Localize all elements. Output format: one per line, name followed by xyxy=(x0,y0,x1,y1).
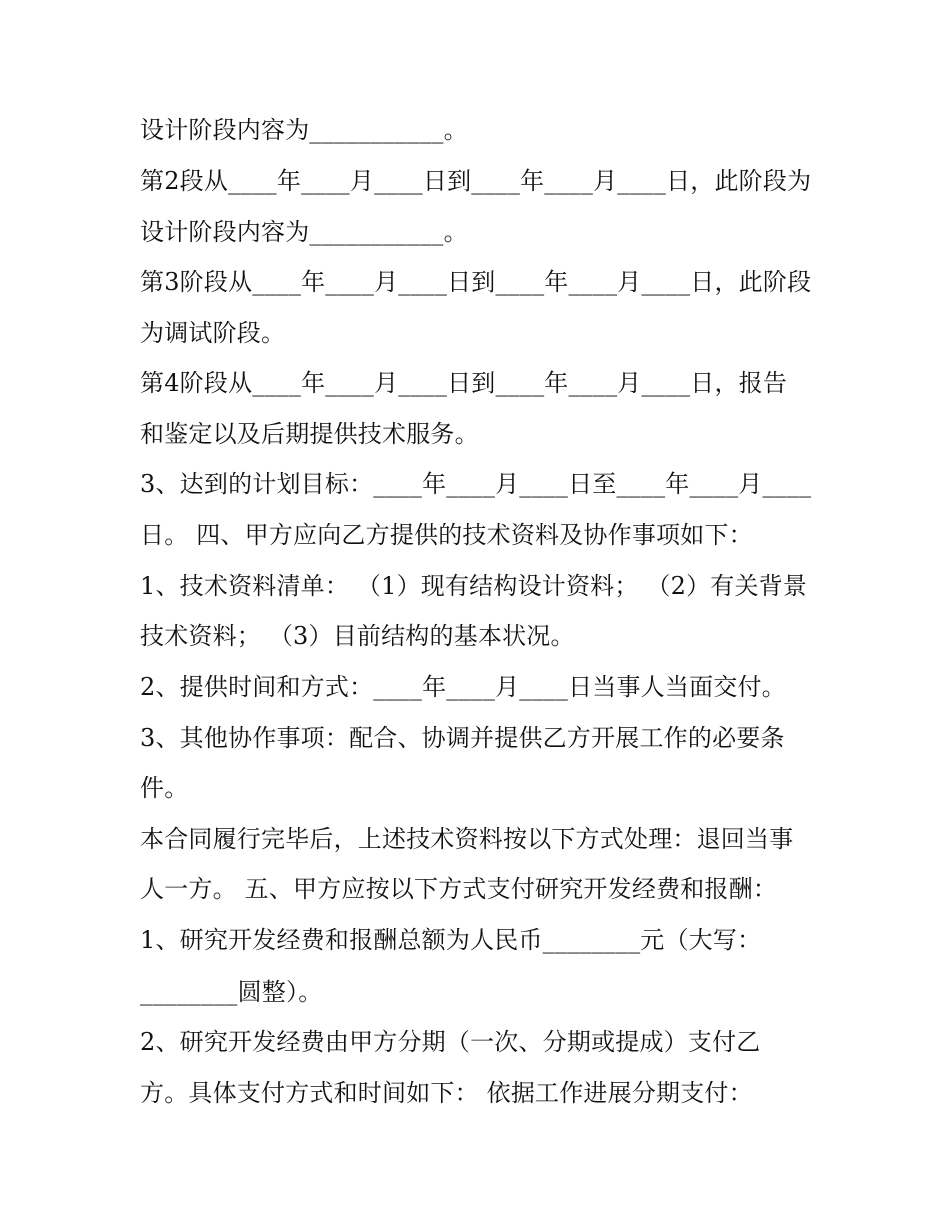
text-line: 第4阶段从____年____月____日到____年____月____日，报告 xyxy=(140,369,788,397)
text-line: 方。具体支付方式和时间如下： 依据工作进展分期支付： xyxy=(140,1079,753,1107)
text-line: 1、研究开发经费和报酬总额为人民币________元（大写： xyxy=(140,926,762,954)
text-line: 日。 四、甲方应向乙方提供的技术资料及协作事项如下： xyxy=(140,521,753,549)
text-line: 设计阶段内容为___________。 xyxy=(140,116,468,144)
text-line: 2、研究开发经费由甲方分期（一次、分期或提成）支付乙 xyxy=(140,1028,761,1056)
text-line: 为调试阶段。 xyxy=(140,319,286,347)
text-line: 第2段从____年____月____日到____年____月____日，此阶段为 xyxy=(140,167,812,195)
text-line: 第3阶段从____年____月____日到____年____月____日，此阶段 xyxy=(140,268,812,296)
text-line: 技术资料； （3）目前结构的基本状况。 xyxy=(140,622,575,650)
text-line: 件。 xyxy=(140,774,189,802)
text-line: 人一方。 五、甲方应按以下方式支付研究开发经费和报酬： xyxy=(140,875,778,903)
text-line: 和鉴定以及后期提供技术服务。 xyxy=(140,420,479,448)
text-line: 1、技术资料清单： （1）现有结构设计资料； （2）有关背景 xyxy=(140,572,808,600)
text-line: 2、提供时间和方式：____年____月____日当事人当面交付。 xyxy=(140,673,786,701)
text-line: ________圆整）。 xyxy=(140,978,323,1006)
text-line: 设计阶段内容为___________。 xyxy=(140,218,468,246)
text-line: 本合同履行完毕后，上述技术资料按以下方式处理：退回当事 xyxy=(140,825,794,853)
text-line: 3、达到的计划目标：____年____月____日至____年____月____ xyxy=(140,470,812,498)
text-line: 3、其他协作事项：配合、协调并提供乙方开展工作的必要条 xyxy=(140,724,785,752)
